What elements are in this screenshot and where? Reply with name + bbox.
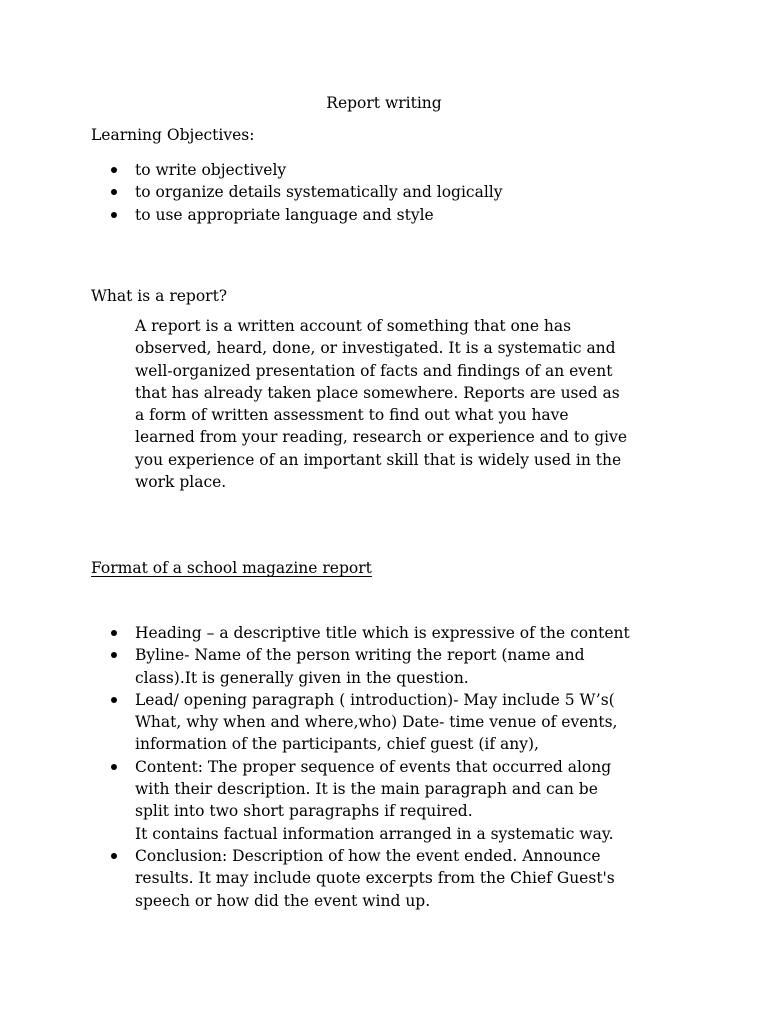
bullet-icon xyxy=(111,652,117,658)
what-is-heading: What is a report? xyxy=(91,287,228,305)
bullet-icon xyxy=(111,697,117,703)
bullet-icon xyxy=(111,212,117,218)
paragraph-line: that has already taken place somewhere. Reports are used as xyxy=(135,383,620,402)
format-heading: Format of a school magazine report xyxy=(91,559,372,577)
list-item xyxy=(0,756,630,845)
list-item-text: to organize details systematically and logically xyxy=(135,183,503,202)
list-item-text: results. It may include quote excerpts from the Chief Guest's xyxy=(135,869,615,888)
list-item-text: Lead/ opening paragraph ( introduction)- May include 5 W’s( xyxy=(135,690,615,709)
objectives-heading: Learning Objectives: xyxy=(91,126,255,144)
bullet-icon xyxy=(111,764,117,770)
page-title: Report writing xyxy=(326,94,442,112)
list-item-text: Heading – a descriptive title which is expressive of the content xyxy=(135,624,630,642)
bullet-icon xyxy=(111,630,117,636)
paragraph-line: a form of written assessment to find out what you have xyxy=(135,406,569,425)
list-item-text: split into two short paragraphs if required. xyxy=(135,802,473,821)
list-item-text: What, why when and where,who) Date- time venue of events, xyxy=(135,713,618,732)
paragraph-line: A report is a written account of something that one has xyxy=(135,317,572,335)
paragraph-line: learned from your reading, research or experience and to give xyxy=(135,428,628,447)
format-list xyxy=(0,622,630,912)
list-item xyxy=(0,159,503,181)
paragraph-line: work place. xyxy=(135,473,227,492)
list-item xyxy=(0,181,503,203)
bullet-icon xyxy=(111,853,117,859)
list-item-text: speech or how did the event wind up. xyxy=(135,891,431,910)
list-item-text: It contains factual information arranged in a systematic way. xyxy=(135,824,614,843)
list-item-text: Content: The proper sequence of events that occurred along xyxy=(135,757,612,776)
paragraph-line: observed, heard, done, or investigated. It is a systematic and xyxy=(135,339,616,358)
bullet-icon xyxy=(111,167,117,173)
list-item-text: information of the participants, chief guest (if any), xyxy=(135,735,539,754)
paragraph-line: well-organized presentation of facts and findings of an event xyxy=(135,361,613,380)
paragraph-line: you experience of an important skill that is widely used in the xyxy=(135,450,622,469)
list-item-text: Conclusion: Description of how the event ended. Announce xyxy=(135,846,601,865)
list-item-text: to use appropriate language and style xyxy=(135,205,434,224)
list-item xyxy=(0,644,630,689)
bullet-icon xyxy=(111,189,117,195)
objectives-list xyxy=(0,159,503,226)
list-item-text: to write objectively xyxy=(135,161,287,179)
list-item xyxy=(0,622,630,644)
list-item xyxy=(0,845,630,912)
list-item-text: class).It is generally given in the question. xyxy=(135,668,469,687)
list-item-text: Byline- Name of the person writing the report (name and xyxy=(135,646,585,665)
list-item xyxy=(0,689,630,756)
list-item-text: with their description. It is the main paragraph and can be xyxy=(135,780,598,799)
list-item xyxy=(0,204,503,226)
what-is-paragraph xyxy=(135,315,627,493)
